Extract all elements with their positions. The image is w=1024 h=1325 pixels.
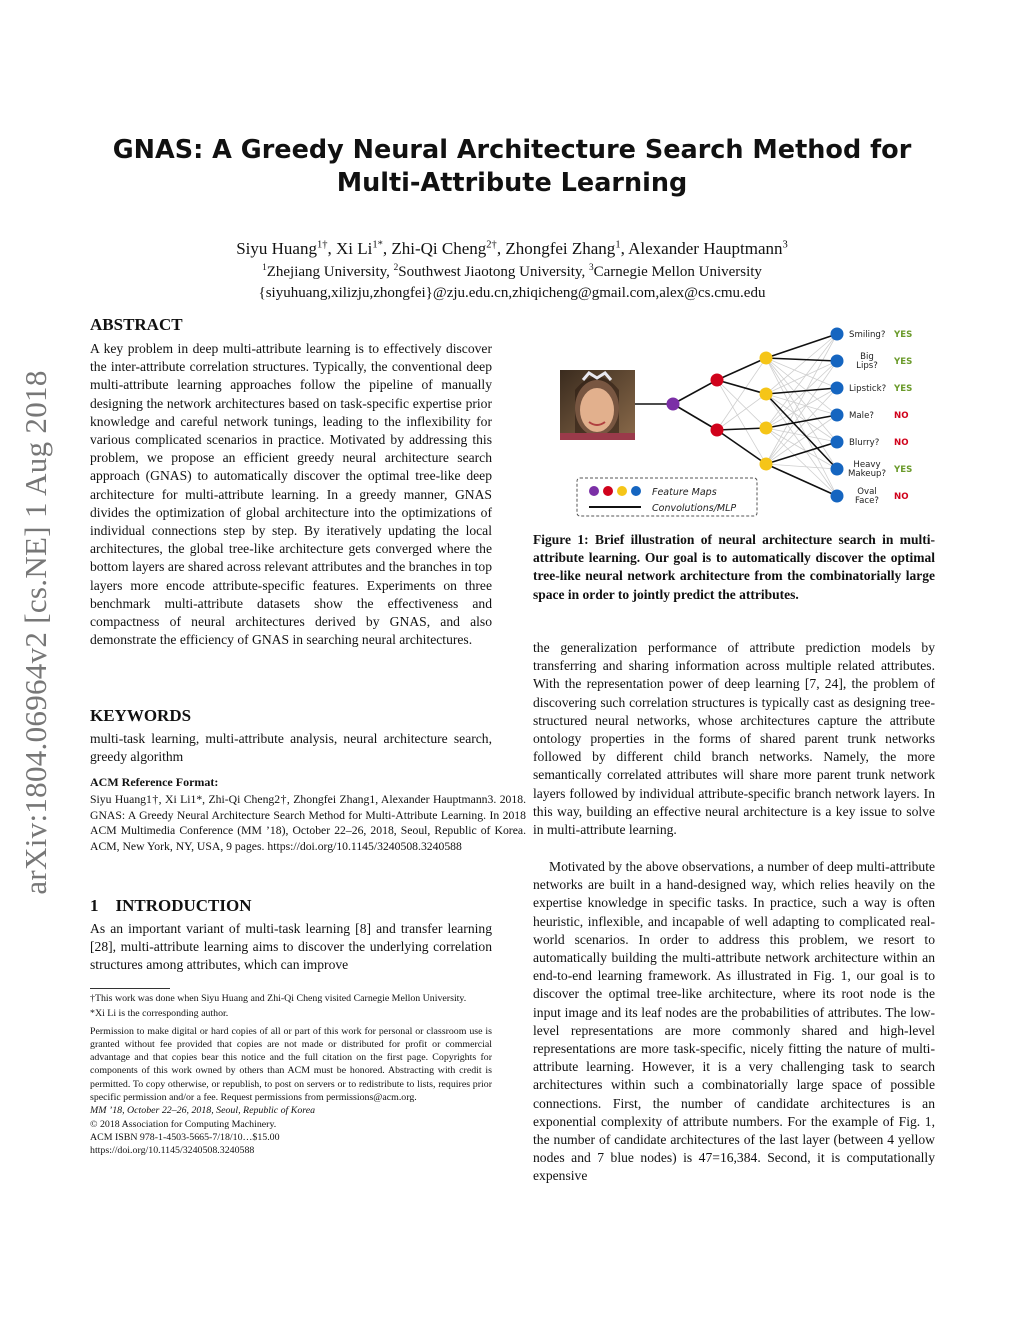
attribute-answer: YES xyxy=(894,357,913,367)
legend-blue-node xyxy=(631,486,641,496)
author-name: Siyu Huang xyxy=(236,239,317,258)
root-node xyxy=(667,398,680,411)
legend-feature-maps: Feature Maps xyxy=(652,487,717,498)
candidate-edge xyxy=(766,358,837,388)
attribute-answer: YES xyxy=(894,384,913,394)
yellow-node xyxy=(760,458,773,471)
intro-heading-text: INTRODUCTION xyxy=(115,896,252,915)
figure-1-diagram xyxy=(555,318,940,523)
selected-edge xyxy=(717,430,766,464)
title-line-1: GNAS: A Greedy Neural Architecture Search Method for xyxy=(112,135,912,165)
yellow-node xyxy=(760,388,773,401)
attribute-label: Oval Face? xyxy=(855,487,879,506)
arxiv-identifier: arXiv:1804.06964v2 [cs.NE] 1 Aug 2018 xyxy=(18,370,53,895)
intro-right-para-1: the generalization performance of attribute prediction models by transferring and sharing information across multiple related attributes. With the representation power of deep learning [7, 24], the problem of discovering such correlation structures is typically cast as designing tree-structured neural networks, whose architectures capture the attribute ontology properties in the forms of shared parent trunk networks followed by different child branch networks. Namely, the more semantically correlated attributes will share more parent trunk network layers followed by individual attribute-specific branch network layers. In this way, building an effective neural architecture is a key issue to solve in multi-attribute learning. xyxy=(533,640,935,838)
affiliations: $^1$Zhejiang University, $^2$Southwest Jiaotong University, $^3$Carnegie Mellon University xyxy=(262,263,762,280)
attribute-answer: NO xyxy=(894,492,909,502)
blue-node xyxy=(831,463,844,476)
keywords-text: multi-task learning, multi-attribute analysis, neural architecture search, greedy algorithm xyxy=(90,731,492,765)
footnotes xyxy=(90,992,492,1158)
doi-line: https://doi.org/10.1145/3240508.3240588 xyxy=(90,1145,255,1157)
author-name: Zhongfei Zhang xyxy=(505,239,616,258)
attribute-answer: NO xyxy=(894,438,909,448)
title-line-2: Multi-Attribute Learning xyxy=(336,168,688,198)
acm-ref-body: Siyu Huang1†, Xi Li1*, Zhi-Qi Cheng2†, Zhongfei Zhang1, Alexander Hauptmann3. 2018. GNAS: A Greedy Neural Architecture Search Method for Multi-Attribute Learning. In 2018 ACM Multimedia Conference (MM ’18), October 22–26, 2018, Seoul, Republic of Korea. ACM, New York, NY, USA, 9 pages. https://doi.org/10.1145/3240508.3240588 xyxy=(90,793,526,853)
attribute-label: Male? xyxy=(849,411,874,421)
selected-edge xyxy=(766,394,837,469)
red-node xyxy=(711,374,724,387)
affil-mark: 3 xyxy=(588,263,594,273)
yellow-node xyxy=(760,352,773,365)
author-name: Zhi-Qi Cheng xyxy=(391,239,487,258)
attribute-label: Lipstick? xyxy=(849,384,887,394)
intro-heading xyxy=(90,895,252,917)
legend-purple-node xyxy=(589,486,599,496)
attribute-label: Smiling? xyxy=(849,330,886,340)
attribute-label: Big Lips? xyxy=(856,352,878,371)
author-affil-mark: 1* xyxy=(372,239,383,251)
author-affil-mark: 1† xyxy=(316,239,328,251)
blue-node xyxy=(831,436,844,449)
candidate-edge xyxy=(766,358,837,415)
blue-node xyxy=(831,355,844,368)
intro-left-text: As an important variant of multi-task learning [8] and transfer learning [28], multi-attribute learning aims to discover the underlying correlation structures among attributes, which can improve xyxy=(90,921,492,973)
emails: {siyuhuang,xilizju,zhongfei}@zju.edu.cn,zhiqicheng@gmail.com,alex@cs.cmu.edu xyxy=(258,285,766,301)
selected-edge xyxy=(766,334,837,358)
candidate-edge xyxy=(766,334,837,394)
selected-edge xyxy=(673,404,717,430)
permission-notice: Permission to make digital or hard copies of all or part of this work for personal or classroom use is granted without fee provided that copies are not made or distributed for profit or commercial advantage and that copies bear this notice and the full citation on the first page. Copyrights for components of this work owned by others than ACM must be honored. Abstracting with credit is permitted. To copy otherwise, or republish, to post on servers or to redistribute to lists, requires prior specific permission and/or a fee. Request permissions from permissions@acm.org. xyxy=(90,1025,492,1104)
figure-1-caption xyxy=(533,531,935,604)
red-node xyxy=(711,424,724,437)
blue-node xyxy=(831,409,844,422)
selected-edge xyxy=(717,428,766,430)
conference-line: MM ’18, October 22–26, 2018, Seoul, Republic of Korea xyxy=(90,1105,316,1117)
attribute-answer: YES xyxy=(894,330,913,340)
yellow-node xyxy=(760,422,773,435)
attribute-label: Blurry? xyxy=(849,438,880,448)
author-affil-mark: 3 xyxy=(782,239,788,251)
footnote-corresponding: *Xi Li is the corresponding author. xyxy=(90,1008,229,1020)
figure-caption-label: Figure 1: xyxy=(533,532,589,547)
footnote-visit: †This work was done when Siyu Huang and Zhi-Qi Cheng visited Carnegie Mellon University. xyxy=(90,993,467,1004)
affil-name: Carnegie Mellon University xyxy=(593,264,762,280)
author-list: Siyu Huang$^{1\dagger}$, Xi $Li^{1*}$, Zhi-Qi Cheng$^{2\dagger}$, Zhongfei Zhang$^1$, Alexander Hauptmann$^3$ xyxy=(236,239,788,258)
author-name: Xi Li xyxy=(335,239,373,258)
network-edges xyxy=(635,334,837,496)
footnote-divider xyxy=(90,988,170,989)
candidate-edge xyxy=(766,428,837,496)
isbn-line: ACM ISBN 978-1-4503-5665-7/18/10…$15.00 xyxy=(90,1131,280,1143)
face-photo xyxy=(560,370,635,440)
author-affil-mark: 2† xyxy=(486,239,497,251)
affil-name: Southwest Jiaotong University xyxy=(398,264,582,280)
attribute-labels xyxy=(848,330,912,506)
blue-node xyxy=(831,382,844,395)
legend-conv: Convolutions/MLP xyxy=(652,503,737,514)
attribute-answer: NO xyxy=(894,411,909,421)
abstract-text: A key problem in deep multi-attribute learning is to effectively discover the inter-attribute correlation structures. Typically, the conventional deep multi-attribute learning approaches follow the pipeline of manually designing the network architectures based on task-specific expertise prior knowledge and careful network tunings, leading to the inflexibility for various complicated scenarios in practice. Motivated by addressing this problem, we propose an efficient greedy neural architecture search approach (GNAS) to automatically discover the optimal tree-like deep architecture for multi-attribute learning. In a greedy manner, GNAS divides the optimization of global architecture into the optimizations of individual connections step by step. By iteratively updating the local architectures, the global tree-like architecture gets converged where the bottom layers are shared across relevant attributes and the branches in top layers more encode attribute-specific features. Experiments on three benchmark multi-attribute datasets show the effectiveness and compactness of neural architectures derived by GNAS, and also demonstrate the efficiency of GNAS in searching neural architectures. xyxy=(90,341,492,648)
intro-right-para-2: Motivated by the above observations, a number of deep multi-attribute networks are built in a hand-designed way, which relies heavily on the expertise knowledge in specific tasks. In practice, such a way is often heuristic, inflexible, and incapable of well adapting to complicated real-world scenarios. In order to address this problem, we resort to automatically building the multi-attribute network architecture within an end-to-end learning framework. As illustrated in Fig. 1, our goal is to discover the optimal tree-like architecture, where its root node is the input image and its leaf nodes are the probabilities of attributes. The low-level representations are more commonly shared and high-level representations are more task-specific, nicely fitting the nature of multi-attribute learning. However, it is a very challenging task to search architectures within such a combinatorially large space of possible connections. First, the number of candidate architectures is an exponential complexity of attribute numbers. For the example of Fig. 1, the number of candidate architectures of the last layer (between 4 yellow nodes and 7 blue nodes) is 47=16,384. Second, it is computationally expensive xyxy=(533,859,935,1184)
blue-node xyxy=(831,328,844,341)
figure-legend xyxy=(577,478,757,516)
affil-mark: 1 xyxy=(262,263,267,273)
attribute-answer: YES xyxy=(894,465,913,475)
legend-yellow-node xyxy=(617,486,627,496)
paper-title xyxy=(0,134,1024,200)
candidate-edge xyxy=(766,358,837,496)
selected-edge xyxy=(673,380,717,404)
intro-heading-number: 1 xyxy=(90,896,99,915)
figure-caption-text: Brief illustration of neural architecture search in multi-attribute learning. Our goal is to automatically discover the optimal tree-like neural network architecture from the combinatorially large space in order to jointly predict the attributes. xyxy=(533,532,935,602)
copyright-line: © 2018 Association for Computing Machinery. xyxy=(90,1118,277,1130)
affil-mark: 2 xyxy=(393,263,399,273)
legend-red-node xyxy=(603,486,613,496)
abstract-heading: ABSTRACT xyxy=(90,315,183,334)
author-name: Alexander Hauptmann xyxy=(628,239,783,258)
acm-ref-text xyxy=(90,792,526,854)
selected-edge xyxy=(766,358,837,361)
attribute-label: Heavy Makeup? xyxy=(847,460,887,479)
candidate-edge xyxy=(717,394,766,430)
affil-name: Zhejiang University xyxy=(266,264,387,280)
acm-ref-heading: ACM Reference Format: xyxy=(90,775,219,789)
keywords-heading: KEYWORDS xyxy=(90,706,192,725)
blue-node xyxy=(831,490,844,503)
author-affil-mark: 1 xyxy=(615,239,621,251)
